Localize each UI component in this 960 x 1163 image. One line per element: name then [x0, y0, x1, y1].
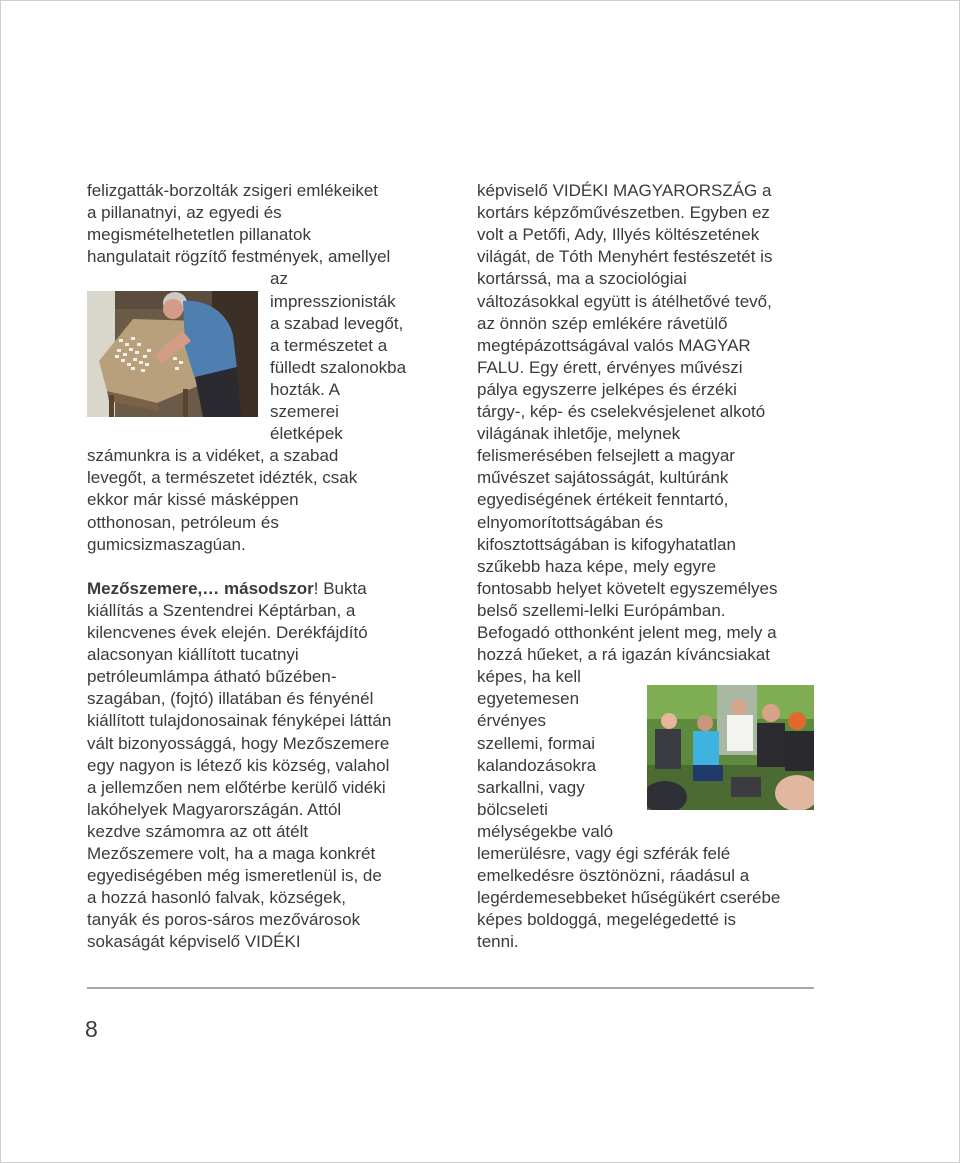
text-line: kezdve számomra az ott átélt [87, 822, 309, 841]
text-line: petróleumlámpa átható bűzében- [87, 667, 337, 686]
text-line: vált bizonyossággá, hogy Mezőszemere [87, 734, 390, 753]
text-line: kortárs képzőművészetben. Egyben ez [477, 203, 770, 222]
text-line: Befogadó otthonként jelent meg, mely a [477, 623, 777, 642]
text-line: legérdemesebbeket hűségükért cserébe [477, 888, 781, 907]
subhead-rest: ! Bukta [313, 579, 367, 598]
page-number: 8 [85, 1016, 98, 1042]
text-line: Mezőszemere volt, ha a maga konkrét [87, 844, 376, 863]
text-line: világát, de Tóth Menyhért festészetét is [477, 247, 773, 266]
text-line: egyetemesen [477, 689, 580, 708]
text-line: sarkallni, vagy [477, 778, 585, 797]
text-line: kortárssá, ma a szociológiai [477, 269, 687, 288]
text-line: kiállított tulajdonosainak fényképei láttán [87, 711, 392, 730]
text-line: számunkra is a vidéket, a szabad [87, 446, 339, 465]
text-line: érvényes [477, 711, 546, 730]
text-line: emelkedésre ösztönözni, ráadásul a [477, 866, 750, 885]
text-line: a természetet a [270, 336, 388, 355]
text-line: tárgy-, kép- és cselekvésjelenet alkotó [477, 402, 766, 421]
text-line: életképek [270, 424, 343, 443]
text-line: sokaságát képviselő VIDÉKI [87, 932, 301, 951]
text-line: világának ihletője, melynek [477, 424, 681, 443]
text-line: egyediségének értékeit fenntartó, [477, 490, 729, 509]
text-line: impresszionisták [270, 292, 396, 311]
photo-group-outdoors [647, 685, 814, 810]
text-line: kilencvenes évek elején. Derékfájdító [87, 623, 368, 642]
text-line: egy nagyon is létező kis község, valahol [87, 756, 390, 775]
text-line: otthonosan, petróleum és [87, 513, 279, 532]
text-line: egyediségében még ismeretlenül is, de [87, 866, 382, 885]
text-line: pálya egyszerre jelképes és érzéki [477, 380, 737, 399]
text-line: szellemi, formai [477, 734, 596, 753]
text-line: az önnön szép emlékére rávetülő [477, 314, 728, 333]
text-line: tenni. [477, 932, 519, 951]
text-line: változásokkal együtt is átélhetővé tevő, [477, 292, 772, 311]
text-line: kiállítás a Szentendrei Képtárban, a [87, 601, 356, 620]
text-line: gumicsizmaszagúan. [87, 535, 246, 554]
text-line: a pillanatnyi, az egyedi és [87, 203, 282, 222]
text-line: kifosztottságában is kifogyhatatlan [477, 535, 736, 554]
text-line: felizgatták-borzolták zsigeri emlékeiket [87, 181, 379, 200]
text-line: belső szellemi-lelki Európámban. [477, 601, 726, 620]
text-line: felismerésében felsejlett a magyar [477, 446, 735, 465]
text-line: bölcseleti [477, 800, 548, 819]
text-line: a hozzá hasonló falvak, községek, [87, 888, 346, 907]
text-line: megismételhetetlen pillanatok [87, 225, 311, 244]
text-line: szagában, (fojtó) illatában és fényénél [87, 689, 374, 708]
text-line: FALU. Egy érett, érvényes művészi [477, 358, 743, 377]
text-line: lemerülésre, vagy égi szférák felé [477, 844, 731, 863]
text-line: volt a Petőfi, Ady, Illyés költészetének [477, 225, 760, 244]
text-line: képes boldoggá, megelégedetté is [477, 910, 736, 929]
text-line: művészet sajátosságát, kultúránk [477, 468, 729, 487]
text-line: a szabad levegőt, [270, 314, 404, 333]
text-line: képviselő VIDÉKI MAGYARORSZÁG a [477, 181, 772, 200]
text-line: megtépázottságával valós MAGYAR [477, 336, 751, 355]
text-line: fülledt szalonokba [270, 358, 407, 377]
photo-man-at-table [87, 291, 258, 417]
text-line: alacsonyan kiállított tucatnyi [87, 645, 299, 664]
text-line: elnyomorítottságában és [477, 513, 664, 532]
text-line: mélységekbe való [477, 822, 614, 841]
text-line: a jellemzően nem előtérbe kerülő vidéki [87, 778, 386, 797]
text-line: levegőt, a természetet idézték, csak [87, 468, 358, 487]
text-line: lakóhelyek Magyarországán. Attól [87, 800, 342, 819]
text-line: hangulatait rögzítő festmények, amellyel [87, 247, 391, 266]
text-line: tanyák és poros-sáros mezővárosok [87, 910, 361, 929]
text-line: kalandozásokra [477, 756, 597, 775]
text-line: ekkor már kissé másképpen [87, 490, 299, 509]
footer-rule [87, 987, 814, 989]
text-line: szűkebb haza képe, mely egyre [477, 557, 717, 576]
subhead-line [87, 578, 367, 600]
text-line: hozták. A [270, 380, 340, 399]
text-line: fontosabb helyet követelt egyszemélyes [477, 579, 778, 598]
text-line: az [270, 269, 288, 288]
subhead-bold: Mezőszemere,… másodszor [87, 579, 314, 598]
text-line: szemerei [270, 402, 339, 421]
text-line: hozzá hűeket, a rá igazán kíváncsiakat [477, 645, 770, 664]
text-line: képes, ha kell [477, 667, 581, 686]
